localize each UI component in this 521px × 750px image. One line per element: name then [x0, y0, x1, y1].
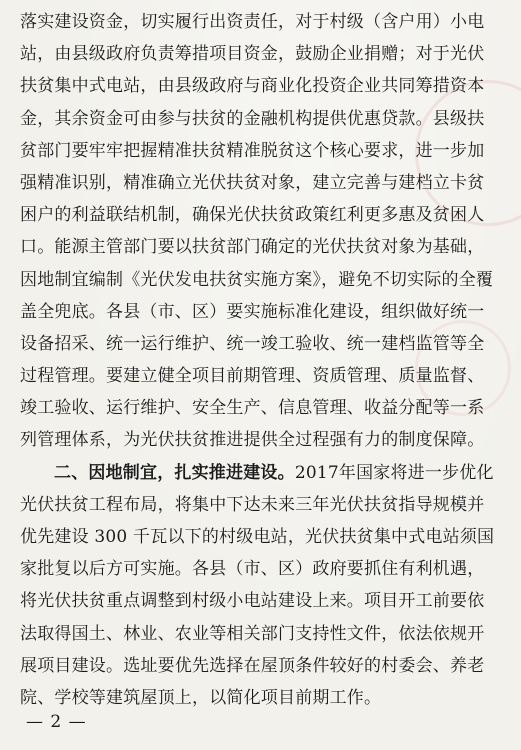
- section-heading: 二、因地制宜，扎实推进建设。: [54, 462, 295, 483]
- document-body: [20, 6, 504, 714]
- paragraph-line: 家批复以后方可实施。各县（市、区）政府要抓住有利机遇，: [20, 559, 485, 580]
- section-heading-continuation: 2017年国家将进一步优化: [294, 462, 494, 483]
- paragraph-line: 因地制宜编制《光伏发电扶贫实施方案》，避免不切实际的全覆: [20, 269, 494, 290]
- paragraph-line: 扶贫集中式电站，由县级政府与商业化投资企业共同筹措资本: [20, 76, 485, 97]
- paragraph-line: 盖全兜底。各县（市、区）要实施标准化建设，组织做好统一: [20, 301, 485, 322]
- page-number: — 2 —: [26, 712, 87, 732]
- paragraph-line: 法取得国土、林业、农业等相关部门支持性文件，依法依规开: [20, 623, 485, 644]
- paragraph-line: 过程管理。要建立健全项目前期管理、资质管理、质量监督、: [20, 366, 485, 387]
- section-heading-line: [20, 457, 504, 489]
- paragraph-line: 优先建设 300 千瓦以下的村级电站，光伏扶贫集中式电站须国: [20, 527, 495, 547]
- paragraph-line: 院、学校等建筑屋顶上，以简化项目前期工作。: [20, 687, 382, 708]
- paragraph-line: 列管理体系，为光伏扶贫推进提供全过程强有力的制度保障。: [20, 430, 485, 451]
- paragraph-line: 设备招采、统一运行维护、统一竣工验收、统一建档监管等全: [20, 333, 485, 354]
- paragraph-line: 金，其余资金可由参与扶贫的金融机构提供优惠贷款。县级扶: [20, 108, 485, 129]
- paragraph-line: 将光伏扶贫重点调整到村级小电站建设上来。项目开工前要依: [20, 591, 485, 612]
- paragraph-line: 贫部门要牢牢把握精准扶贫精准脱贫这个核心要求，进一步加: [20, 140, 485, 161]
- paragraph-line: 困户的利益联结机制，确保光伏扶贫政策红利更多惠及贫困人: [20, 205, 485, 226]
- paragraph-line: 竣工验收、运行维护、安全生产、信息管理、收益分配等一系: [20, 398, 485, 419]
- paragraph-line: 站，由县级政府负责筹措项目资金，鼓励企业捐赠；对于光伏: [20, 44, 485, 65]
- paragraph-line: 落实建设资金，切实履行出资责任，对于村级（含户用）小电: [20, 12, 485, 32]
- paragraph-line: 口。能源主管部门要以扶贫部门确定的光伏扶贫对象为基础，: [20, 237, 485, 258]
- paragraph-line: 强精准识别，精准确立光伏扶贫对象，建立完善与建档立卡贫: [20, 172, 485, 193]
- paragraph-line: 光伏扶贫工程布局，将集中下达未来三年光伏扶贫指导规模并: [20, 494, 485, 515]
- paragraph-line: 展项目建设。选址要优先选择在屋顶条件较好的村委会、养老: [20, 655, 485, 676]
